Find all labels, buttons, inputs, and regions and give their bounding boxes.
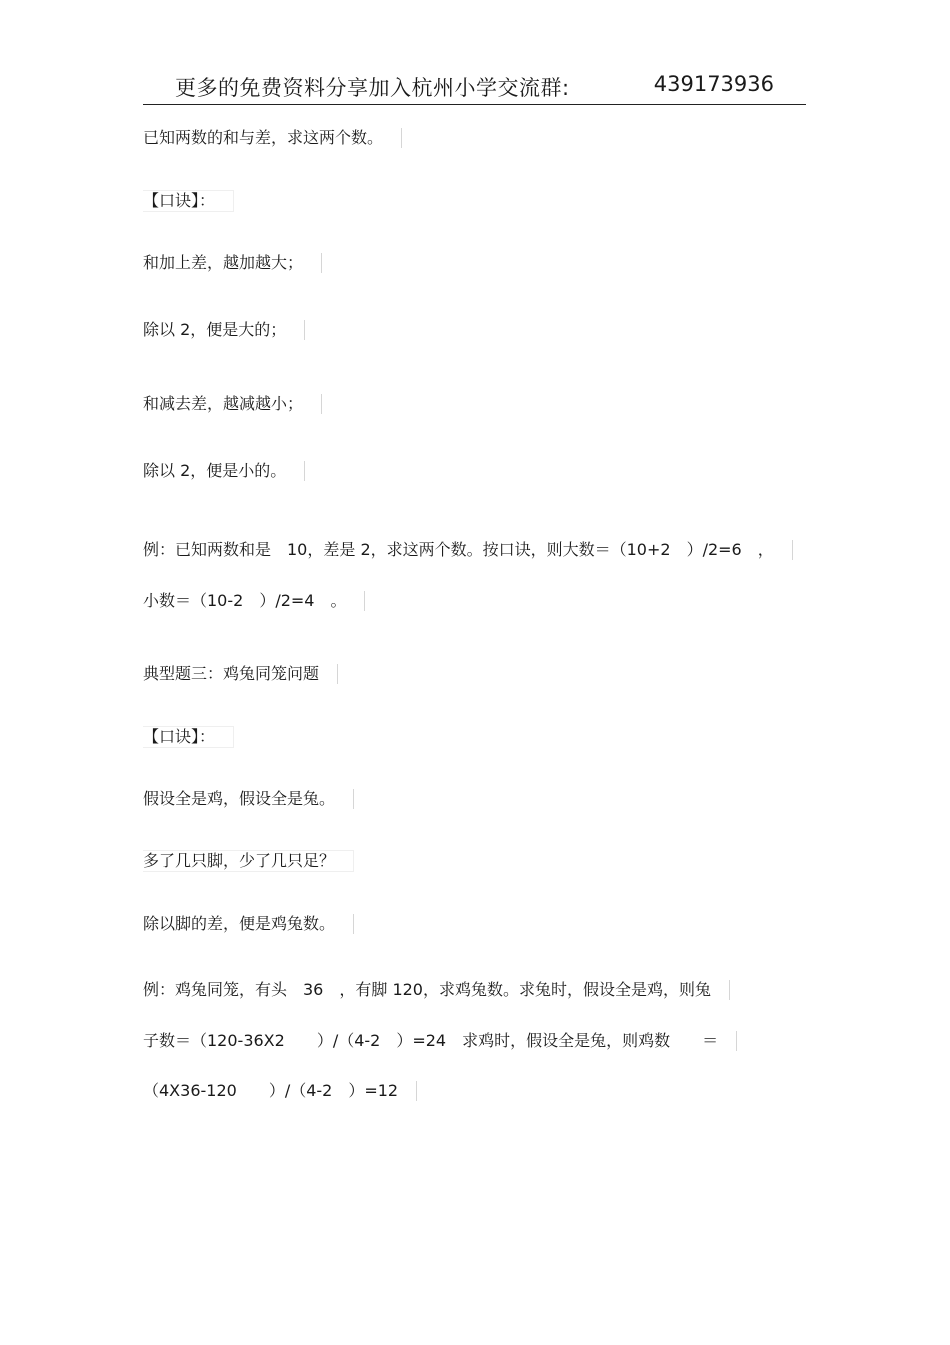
mnemonic-label: 【口诀】：	[143, 190, 234, 212]
section-title: 典型题三：鸡兔同笼问题	[143, 664, 338, 684]
mnemonic-line-4: 除以 2，便是小的。	[143, 461, 305, 481]
example-line-2: 小数＝（10-2 ）/2=4 。	[143, 591, 365, 611]
mnemonic-label-2: 【口诀】：	[143, 726, 234, 748]
problem-intro: 已知两数的和与差，求这两个数。	[143, 128, 402, 148]
page-header	[143, 70, 806, 105]
mnemonic-line-1: 和加上差，越加越大；	[143, 253, 322, 273]
example-line-3: 例：鸡兔同笼，有头 36 ，有脚 120，求鸡兔数。求兔时，假设全是鸡，则兔	[143, 980, 730, 1000]
example-line-4: 子数＝（120-36X2 ）/（4-2 ）=24 求鸡时，假设全是兔，则鸡数 ＝	[143, 1031, 737, 1051]
mnemonic-line-7: 除以脚的差，便是鸡兔数。	[143, 914, 354, 934]
example-line-1: 例：已知两数和是 10，差是 2，求这两个数。按口诀，则大数＝（10+2 ）/2=6 ，	[143, 540, 793, 560]
example-line-5: （4X36-120 ）/（4-2 ）=12	[143, 1081, 417, 1101]
header-title: 更多的免费资料分享加入杭州小学交流群:	[175, 76, 570, 100]
header-group-number: 439173936	[653, 72, 774, 96]
mnemonic-line-5: 假设全是鸡，假设全是兔。	[143, 789, 354, 809]
mnemonic-line-6: 多了几只脚，少了几只足？	[143, 850, 354, 872]
mnemonic-line-2: 除以 2，便是大的；	[143, 320, 305, 340]
mnemonic-line-3: 和减去差，越减越小；	[143, 394, 322, 414]
